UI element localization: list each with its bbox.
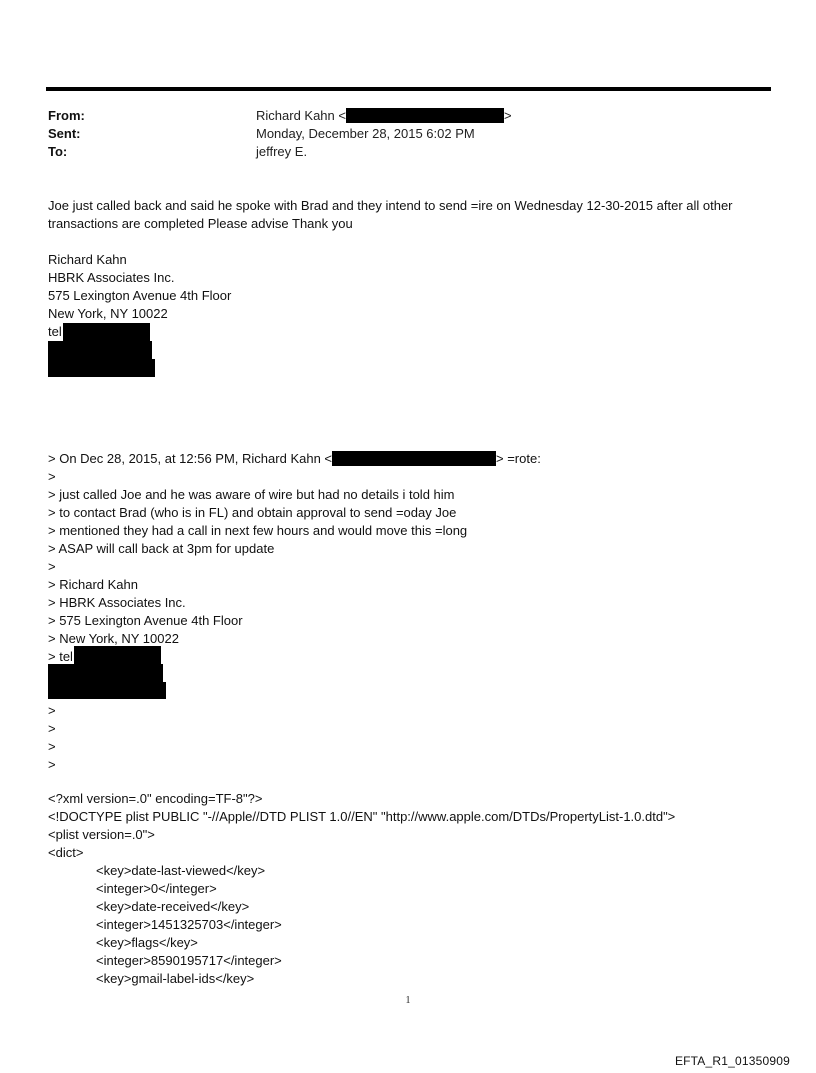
from-value [256, 107, 512, 125]
to-row [48, 143, 768, 161]
signature-city: New York, NY 10022 [48, 306, 168, 321]
plist-line: <!DOCTYPE plist PUBLIC "-//Apple//DTD PLIST 1.0//EN" "http://www.apple.com/DTDs/PropertyList-1.0.dtd"> [48, 809, 676, 824]
plist-indented-line: <integer>0</integer> [96, 881, 217, 896]
to-value: jeffrey E. [256, 144, 308, 159]
quoted-line: > ASAP will call back at 3pm for update [48, 541, 275, 556]
redacted-quoted-phone [74, 646, 161, 664]
redacted-email [346, 108, 504, 123]
signature-tel-label: tel [48, 324, 62, 339]
plist-line: <dict> [48, 845, 84, 860]
quoted-intro [48, 450, 541, 468]
message-body-line-1: Joe just called back and said he spoke with Brad and they intend to send =ire on Wednesday 12-30-2015 after all other [48, 198, 733, 213]
plist-line: <?xml version=.0" encoding=TF-8"?> [48, 791, 263, 806]
quoted-trailing: > [48, 739, 56, 754]
redacted-quoted-line-1 [48, 664, 163, 682]
plist-indented-line: <key>gmail-label-ids</key> [96, 971, 255, 986]
quoted-line: > [48, 559, 56, 574]
quoted-trailing: > [48, 721, 56, 736]
redacted-contact-line-1 [48, 341, 152, 359]
plist-indented-line: <key>date-last-viewed</key> [96, 863, 266, 878]
quoted-line: > HBRK Associates Inc. [48, 595, 186, 610]
from-row [48, 107, 768, 125]
redacted-phone [63, 323, 150, 341]
from-label: From: [48, 108, 85, 123]
quoted-line: > 575 Lexington Avenue 4th Floor [48, 613, 243, 628]
sent-label: Sent: [48, 126, 81, 141]
quoted-trailing: > [48, 703, 56, 718]
quoted-line: > to contact Brad (who is in FL) and obtain approval to send =oday Joe [48, 505, 457, 520]
redacted-quoted-email [332, 451, 496, 466]
quoted-intro-prefix: > On Dec 28, 2015, at 12:56 PM, Richard Kahn < [48, 451, 333, 466]
message-body-line-2: transactions are completed Please advise Thank you [48, 216, 353, 231]
bates-id: EFTA_R1_01350909 [674, 1054, 790, 1068]
quoted-line: > mentioned they had a call in next few hours and would move this =long [48, 523, 468, 538]
plist-indented-line: <integer>1451325703</integer> [96, 917, 282, 932]
quoted-line: > just called Joe and he was aware of wire but had no details i told him [48, 487, 455, 502]
to-label: To: [48, 144, 68, 159]
quoted-trailing: > [48, 757, 56, 772]
plist-indented-line: <key>date-received</key> [96, 899, 250, 914]
from-close: > [503, 108, 512, 123]
signature-company: HBRK Associates Inc. [48, 270, 175, 285]
plist-indented-line: <key>flags</key> [96, 935, 198, 950]
signature-name: Richard Kahn [48, 252, 127, 267]
sent-value: Monday, December 28, 2015 6:02 PM [256, 126, 475, 141]
from-name: Richard Kahn < [256, 108, 346, 123]
quoted-intro-suffix: > =rote: [496, 451, 541, 466]
quoted-line: > [48, 469, 56, 484]
redacted-contact-line-2 [48, 359, 155, 377]
plist-line: <plist version=.0"> [48, 827, 155, 842]
sent-row [48, 125, 768, 143]
quoted-line: > Richard Kahn [48, 577, 138, 592]
header-rule [46, 87, 771, 91]
page-number: 1 [405, 995, 411, 1006]
signature-address: 575 Lexington Avenue 4th Floor [48, 288, 232, 303]
quoted-line: > New York, NY 10022 [48, 631, 179, 646]
quoted-tel-label: > tel [48, 649, 73, 664]
plist-indented-line: <integer>8590195717</integer> [96, 953, 282, 968]
redacted-quoted-line-2 [48, 682, 166, 699]
